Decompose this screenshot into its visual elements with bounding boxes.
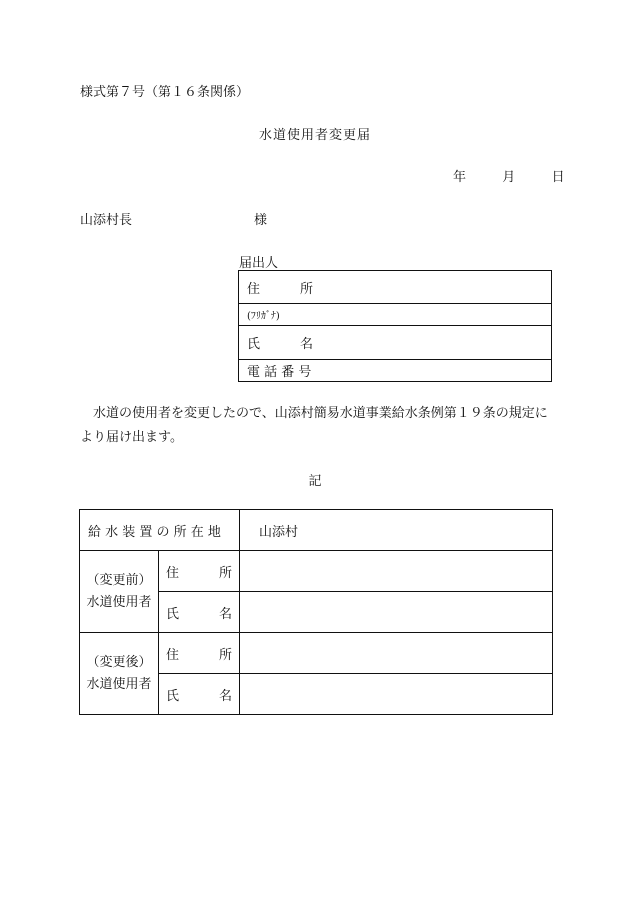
ki-heading: 記 [308, 474, 322, 489]
before-line1: （変更前） [86, 572, 152, 588]
address-label-2: 所 [300, 281, 314, 297]
after-line1: （変更後） [86, 654, 152, 670]
form-number: 様式第７号（第１６条関係） [80, 85, 250, 100]
document-title: 水道使用者変更届 [258, 128, 371, 143]
applicant-section-label: 届出人 [239, 256, 279, 271]
after-name-2: 名 [218, 688, 232, 704]
applicant-address-field[interactable] [239, 271, 552, 304]
applicant-furigana-field[interactable] [239, 304, 552, 326]
applicant-phone-field[interactable] [239, 360, 552, 382]
before-address-label [159, 551, 240, 592]
before-address-field[interactable] [240, 551, 553, 592]
before-user-group [80, 551, 159, 633]
name-label-2: 名 [300, 337, 314, 352]
after-user-group [80, 633, 159, 715]
after-addr-1: 住 [166, 647, 180, 663]
before-name-1: 氏 [166, 606, 180, 622]
recipient-honorific: 様 [254, 213, 268, 228]
month-label: 月 [502, 170, 516, 185]
applicant-table [238, 270, 552, 382]
day-label: 日 [551, 170, 565, 185]
location-label: 給 水 装 置 の 所 在 地 [88, 524, 221, 540]
after-address-field[interactable] [240, 633, 553, 674]
location-label-cell [80, 510, 240, 551]
address-label-1: 住 [247, 281, 261, 297]
before-line2: 水道使用者 [86, 594, 152, 610]
before-name-2: 名 [218, 606, 232, 622]
after-address-label [159, 633, 240, 674]
recipient-name: 山添村長 [80, 213, 133, 228]
after-name-label [159, 674, 240, 715]
before-addr-1: 住 [166, 565, 180, 581]
detail-table [79, 509, 553, 715]
body-text: 水道の使用者を変更したので、山添村簡易水道事業給水条例第１９条の規定により届け出ます。 [80, 406, 548, 445]
phone-label: 電 話 番 号 [247, 365, 312, 380]
furigana-label: (ﾌﾘｶﾞﾅ) [247, 311, 280, 322]
before-name-label [159, 592, 240, 633]
location-value: 山添村 [259, 524, 299, 540]
year-label: 年 [453, 170, 467, 185]
after-addr-2: 所 [218, 647, 232, 663]
location-value-field[interactable] [240, 510, 553, 551]
date-line [453, 166, 565, 185]
after-name-field[interactable] [240, 674, 553, 715]
before-name-field[interactable] [240, 592, 553, 633]
after-name-1: 氏 [166, 688, 180, 704]
before-addr-2: 所 [218, 565, 232, 581]
after-line2: 水道使用者 [86, 676, 152, 692]
name-label-1: 氏 [247, 337, 261, 352]
applicant-name-field[interactable] [239, 326, 552, 360]
